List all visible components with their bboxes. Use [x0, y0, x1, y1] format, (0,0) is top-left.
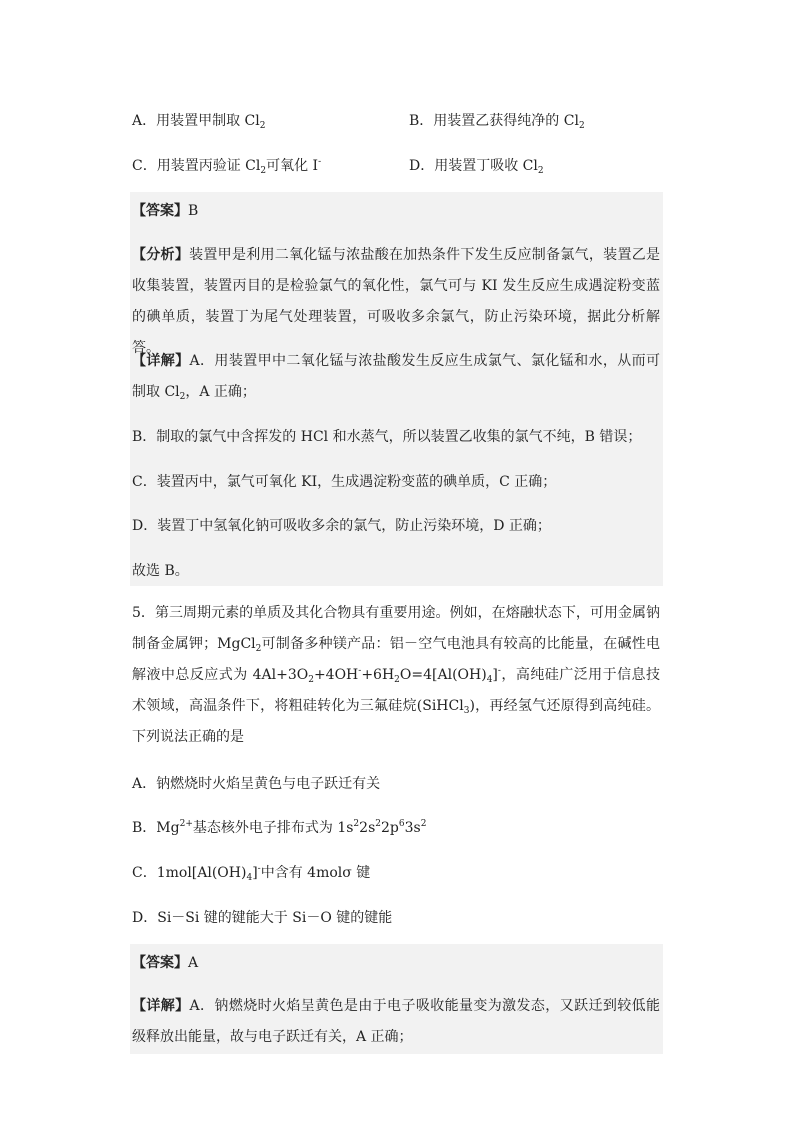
q4-option-d: D．用装置丁吸收 $Cl_2$: [409, 158, 544, 176]
q4-detail-d: D．装置丁中氢氧化钠可吸收多余的氯气，防止污染环境，D 正确；: [132, 518, 551, 534]
q5-stem: 5．第三周期元素的单质及其化合物具有重要用途。例如，在熔融状态下，可用金属钠制备金属钾；MgCl$_2$可制备多种镁产品：铝－空气电池具有较高的比能量，在碱性电解液中总反应式为 $4Al+3O_2+4OH^-+6H_2O=4[Al(OH)_4]^-$，高纯硅广泛用于信息技术领域，高温条件下，将粗硅转化为三氟硅烷(SiHCl$_3$)，再经氢气还原得到高纯硅。下列说法正确的是: [132, 605, 660, 745]
q4-detail-a: 【详解】A．用装置甲中二氧化锰与浓盐酸发生反应生成氯气、氯化锰和水，从而可制取 $Cl_2$，A 正确；: [132, 353, 661, 402]
q4-conclusion: 故选 B。: [132, 563, 189, 579]
q5-option-a: A．钠燃烧时火焰呈黄色与电子跃迁有关: [132, 776, 381, 792]
q4-option-a: A．用装置甲制取 $Cl_2$: [132, 113, 266, 131]
q4-option-b: B．用装置乙获得纯净的 $Cl_2$: [409, 113, 585, 131]
q5-option-c: C．$1mol[Al(OH)_4]^-$中含有 4molσ 键: [132, 864, 371, 883]
q4-detail-b: B．制取的氯气中含挥发的 HCl 和水蒸气，所以装置乙收集的氯气不纯，B 错误；: [132, 429, 642, 445]
q4-detail-c: C．装置丙中，氯气可氧化 KI，生成遇淀粉变蓝的碘单质，C 正确；: [132, 474, 557, 490]
q5-detail-a: 【详解】A．钠燃烧时火焰呈黄色是由于电子吸收能量变为激发态，又跃迁到较低能级释放出能量，故与电子跃迁有关，A 正确；: [132, 998, 661, 1045]
q4-answer: 【答案】B: [132, 203, 199, 219]
q5-option-d: D．Si－Si 键的键能大于 Si－O 键的键能: [132, 910, 393, 926]
q4-analysis: 【分析】装置甲是利用二氧化锰与浓盐酸在加热条件下发生反应制备氯气，装置乙是收集装置，装置丙目的是检验氯气的氧化性，氯气可与 KI 发生反应生成遇淀粉变蓝的碘单质，装置丁为尾气处理装置，可吸收多余氯气，防止污染环境，据此分析解答。: [132, 247, 661, 356]
q5-answer: 【答案】A: [132, 955, 199, 971]
q5-option-b: B．$Mg^{2+}$基态核外电子排布式为 $1s^22s^22p^63s^2$: [132, 819, 427, 836]
q4-option-c: C．用装置丙验证 $Cl_2$可氧化 I-: [132, 157, 322, 176]
